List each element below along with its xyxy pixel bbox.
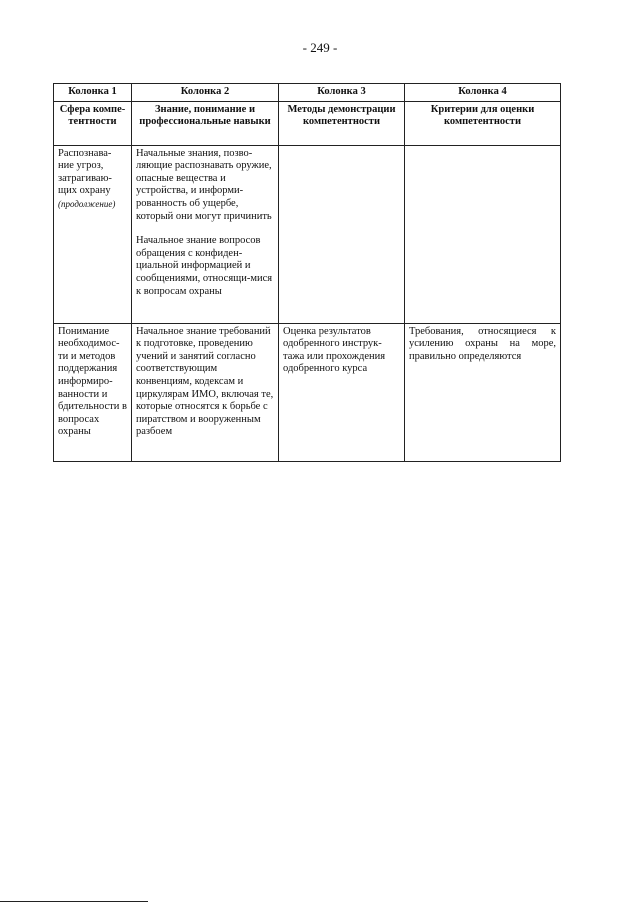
column-title-4: Колонка 4 bbox=[405, 84, 561, 102]
table-row bbox=[54, 323, 561, 461]
subheader-competence: Сфера компе-тентности bbox=[54, 101, 132, 145]
row2-col1: Понимание необходимос-ти и методов поддержания информиро-ванности и бдительности в вопросах охраны bbox=[54, 323, 132, 461]
footnote-rule bbox=[0, 901, 148, 902]
subheader-criteria: Критерии для оценки компетентности bbox=[405, 101, 561, 145]
column-title-row bbox=[54, 84, 561, 102]
row1-col3 bbox=[279, 145, 405, 323]
competence-text: Распознава-ние угроз, затрагиваю-щих охрану bbox=[58, 147, 112, 197]
page-number: - 249 - bbox=[302, 40, 338, 55]
row2-col4: Требования, относящиеся к усилению охраны на море, правильно определяются bbox=[405, 323, 561, 461]
row1-col4 bbox=[405, 145, 561, 323]
row2-col3: Оценка результатов одобренного инструк-тажа или прохождения одобренного курса bbox=[279, 323, 405, 461]
row2-col2: Начальное знание требований к подготовке, проведению учений и занятий согласно соответствующим конвенциям, кодексам и циркулярам ИМО, включая те, которые относятся к борьбе с пиратством и вооруженным разбоем bbox=[132, 323, 279, 461]
competence-table bbox=[53, 83, 561, 462]
row1-col1 bbox=[54, 145, 132, 323]
knowledge-paragraph-2: Начальное знание вопросов обращения с конфиден-циальной информацией и сообщениями, относящи-мися к вопросам охраны bbox=[136, 235, 273, 297]
column-title-1: Колонка 1 bbox=[54, 84, 132, 102]
knowledge-paragraph-1: Начальные знания, позво-ляющие распознавать оружие, опасные вещества и устройства, и информи-рованность об ущербе, который они могут причинить bbox=[136, 147, 272, 222]
continued-note: (продолжение) bbox=[58, 198, 116, 209]
subheader-knowledge: Знание, понимание и профессиональные навыки bbox=[132, 101, 279, 145]
column-title-2: Колонка 2 bbox=[132, 84, 279, 102]
table-row bbox=[54, 145, 561, 323]
subheader-row bbox=[54, 101, 561, 145]
row1-col2 bbox=[132, 145, 279, 323]
column-title-3: Колонка 3 bbox=[279, 84, 405, 102]
subheader-methods: Методы демонстрации компетентности bbox=[279, 101, 405, 145]
